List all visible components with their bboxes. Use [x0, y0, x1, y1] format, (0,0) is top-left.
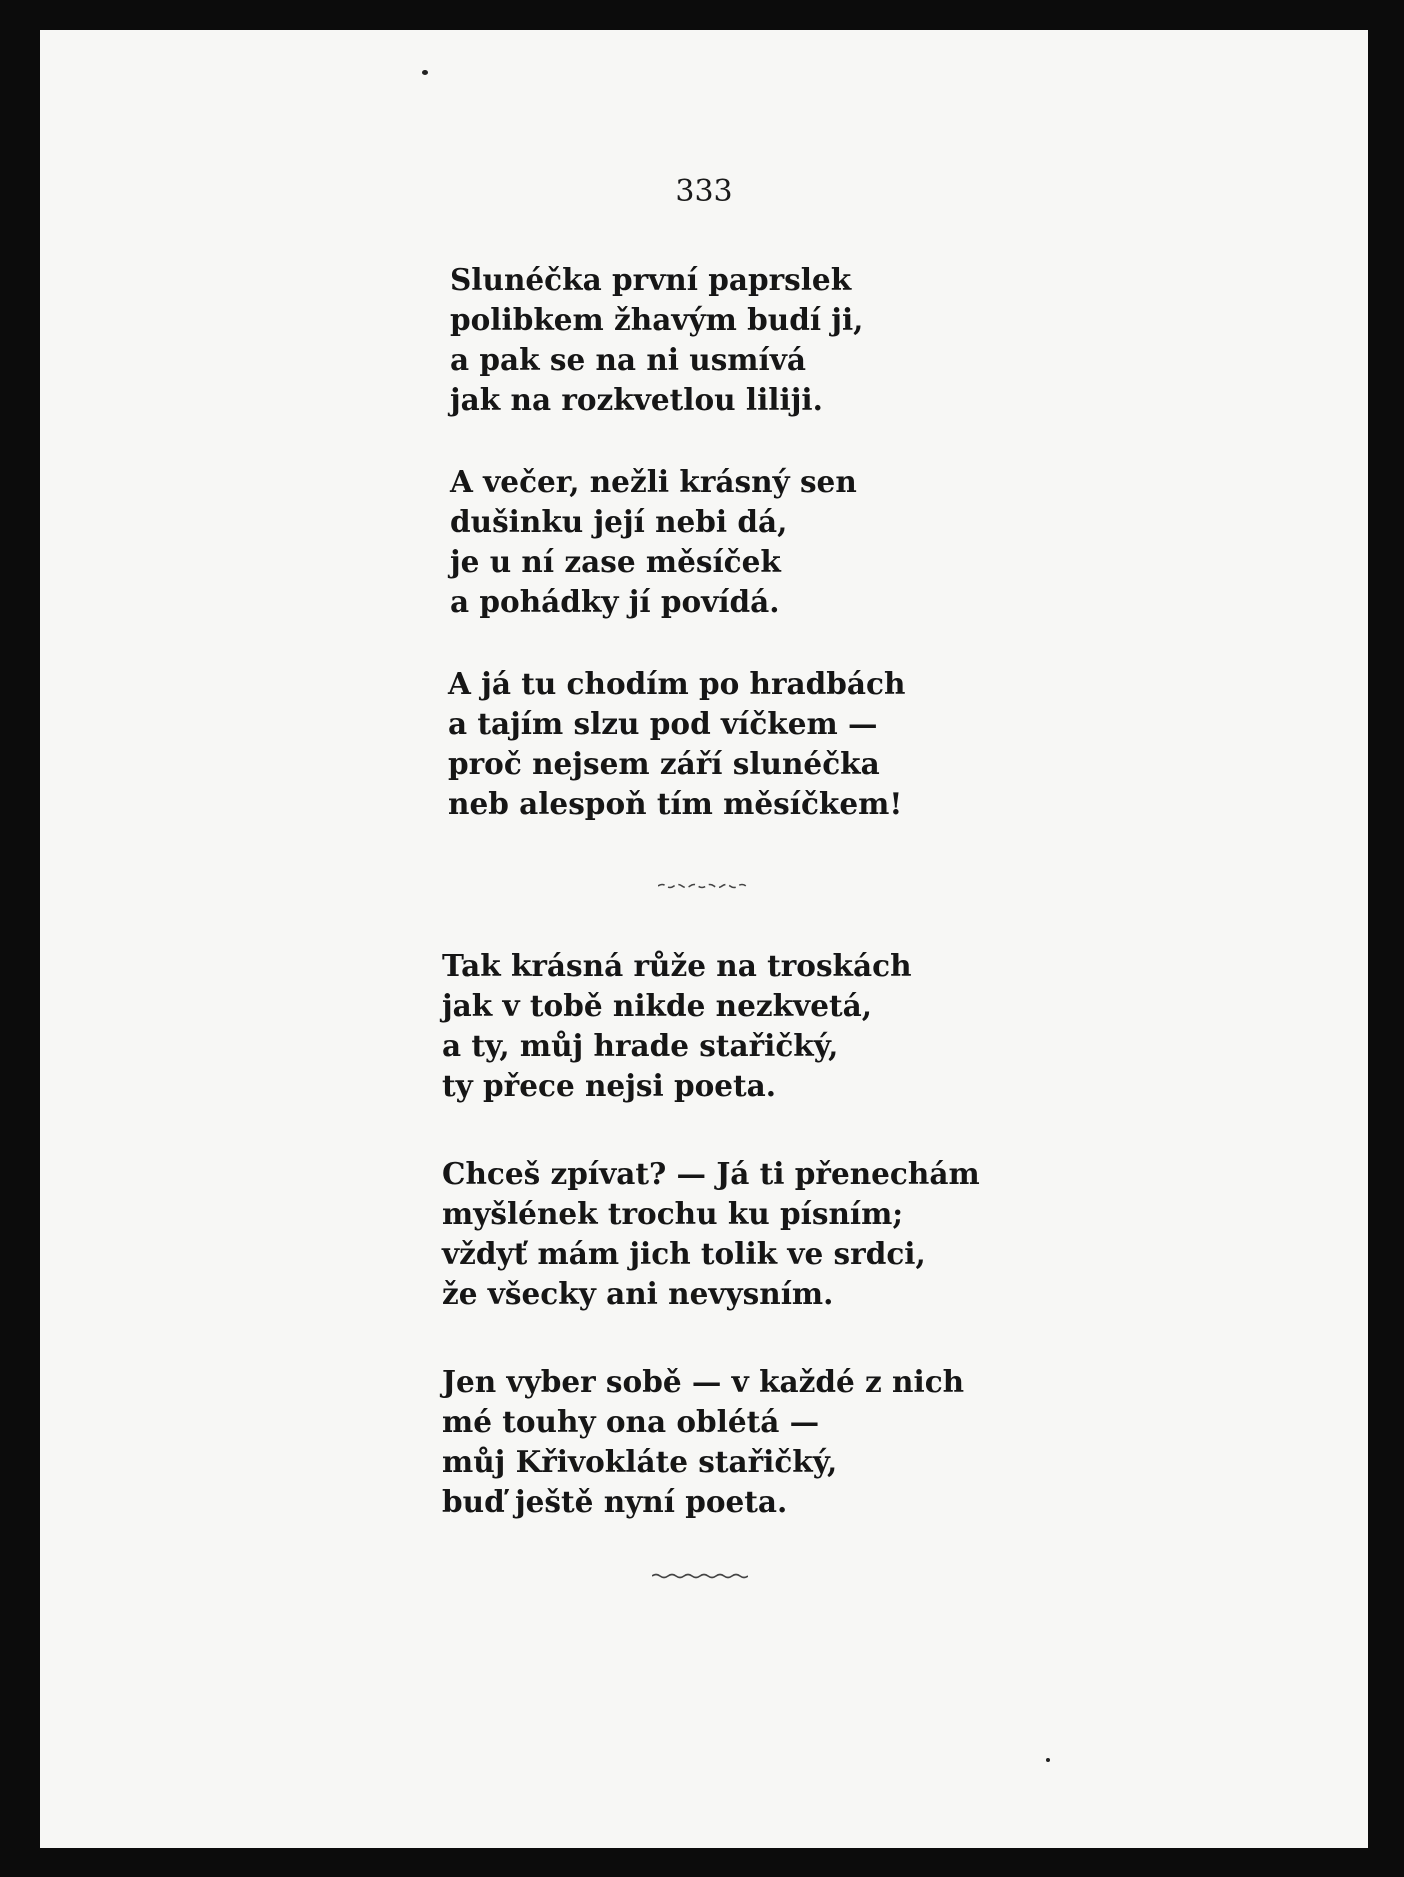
verse-line: a pohádky jí povídá. [450, 584, 780, 619]
verse-line: buď ještě nyní poeta. [442, 1484, 788, 1519]
verse-line: Slunéčka první paprslek [450, 262, 852, 297]
paper-speck [1046, 1758, 1050, 1762]
verse-line: Chceš zpívat? — Já ti přenechám [442, 1156, 980, 1191]
verse-line: dušinku její nebi dá, [450, 504, 788, 539]
verse-line: polibkem žhavým budí ji, [450, 302, 864, 337]
verse-line: neb alespoň tím měsíčkem! [448, 786, 903, 821]
verse-line: jak na rozkvetlou liliji. [450, 382, 823, 417]
verse-line: mé touhy ona oblétá — [442, 1404, 820, 1439]
verse-line: proč nejsem září slunéčka [448, 746, 880, 781]
poem2-stanza-1 [442, 946, 912, 1106]
verse-line: vždyť mám jich tolik ve srdci, [442, 1236, 926, 1271]
poem1-stanza-2 [450, 462, 857, 622]
verse-line: a ty, můj hrade stařičký, [442, 1028, 839, 1063]
verse-line: Jen vyber sobě — v každé z nich [442, 1364, 965, 1399]
verse-line: že všecky ani nevysním. [442, 1276, 834, 1311]
ornament-divider-1 [658, 882, 750, 890]
verse-line: ty přece nejsi poeta. [442, 1068, 777, 1103]
ornament-divider-2 [652, 1572, 748, 1580]
poem1-stanza-1 [450, 260, 863, 420]
verse-line: A já tu chodím po hradbách [448, 666, 906, 701]
verse-line: je u ní zase měsíček [450, 544, 781, 579]
verse-line: a pak se na ni usmívá [450, 342, 806, 377]
verse-line: myšlének trochu ku písním; [442, 1196, 904, 1231]
verse-line: A večer, nežli krásný sen [450, 464, 857, 499]
poem2-stanza-2 [442, 1154, 980, 1314]
verse-line: můj Křivokláte stařičký, [442, 1444, 838, 1479]
verse-line: a tajím slzu pod víčkem — [448, 706, 878, 741]
page-number: 333 [675, 174, 733, 209]
book-page [40, 30, 1368, 1848]
verse-line: jak v tobě nikde nezkvetá, [442, 988, 872, 1023]
paper-speck [422, 70, 428, 75]
verse-line: Tak krásná růže na troskách [442, 948, 912, 983]
poem1-stanza-3 [448, 664, 905, 824]
poem2-stanza-3 [442, 1362, 964, 1522]
